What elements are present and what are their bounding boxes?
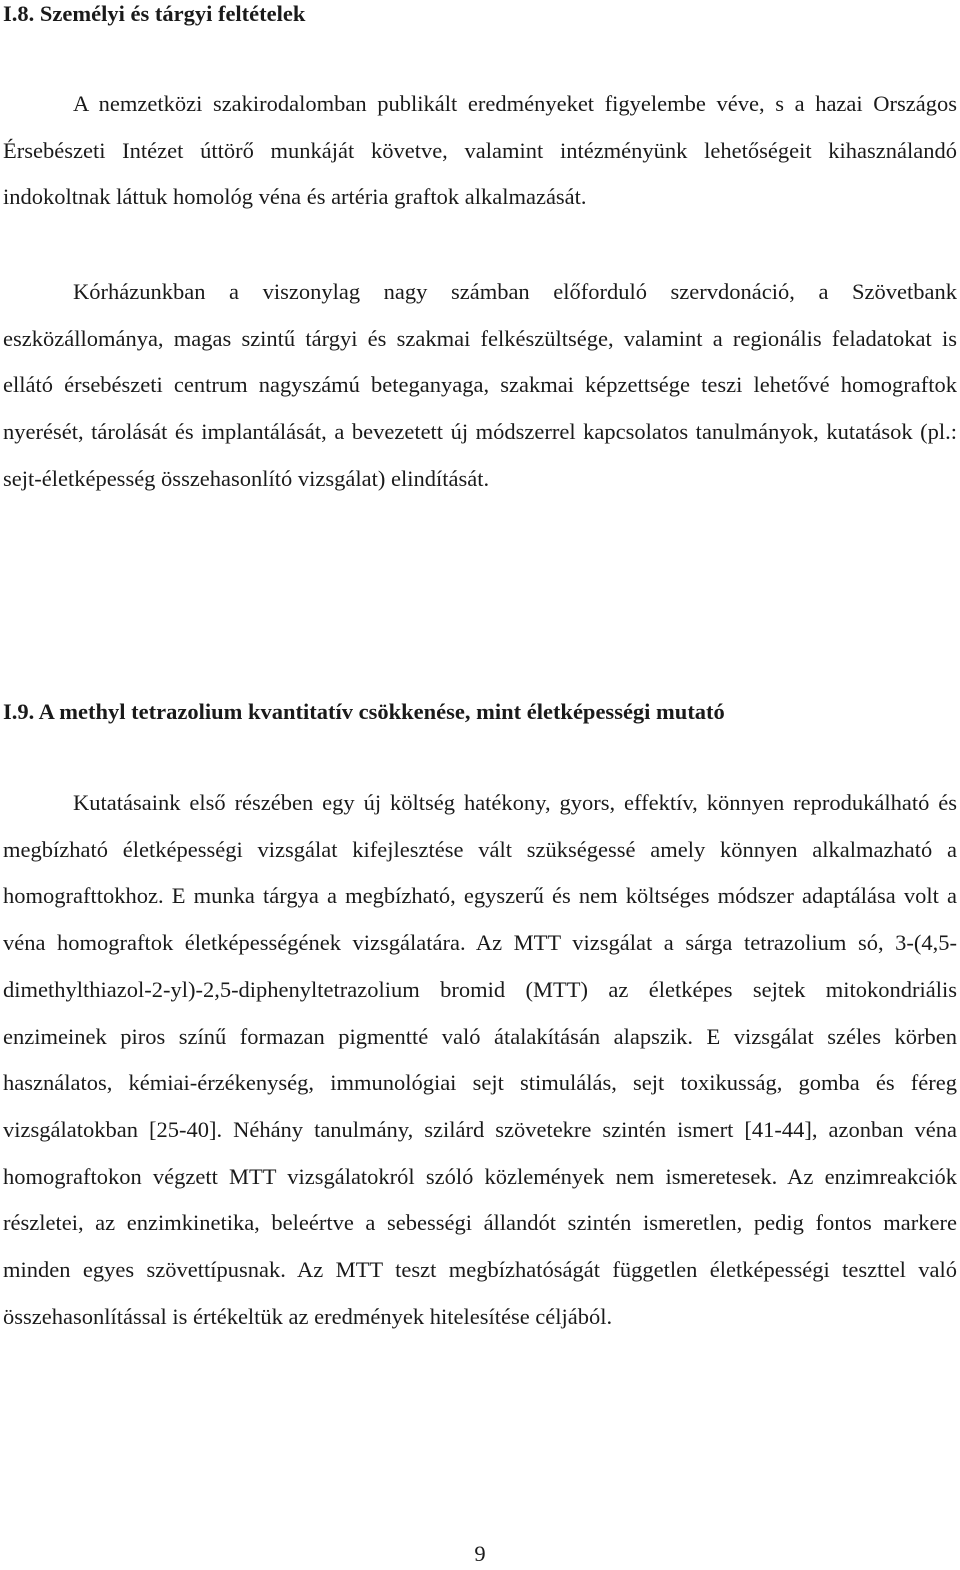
section-heading-i8: I.8. Személyi és tárgyi feltételek (3, 1, 306, 26)
page-number: 9 (474, 1541, 486, 1566)
paragraph-mtt-assay: Kutatásaink első részében egy új költség hatékony, gyors, effektív, könnyen reprodukálható és megbízható életképességi vizsgálat kifejlesztése vált szükségessé amely könnyen alkalmazható a homografttokhoz. E munka tárgya a megbízható, egyszerű és nem költséges módszer adaptálása volt a véna homograftok életképességének vizsgálatára. Az MTT vizsgálat a sárga tetrazolium só, 3-(4,5-dimethylthiazol-2-yl)-2,5-diphenyltetrazolium bromid (MTT) az életképes sejtek mitokondriális enzimeinek piros színű formazan pigmentté való átalakításán alapszik. E vizsgálat széles körben használatos, kémiai-érzékenység, immunológiai sejt stimulálás, sejt toxikusság, gomba és féreg vizsgálatokban [25-40]. Néhány tanulmány, szilárd szövetekre szintén ismert [41-44], azonban véna homograftokon végzett MTT vizsgálatokról szóló közlemények nem ismeretesek. Az enzimreakciók részletei, az enzimkinetika, beleértve a sebességi állandót szintén ismeretlen, pedig fontos markere minden egyes szövettípusnak. Az MTT teszt megbízhatóságát független életképességi teszttel való összehasonlítással is értékeltük az eredmények hitelesítése céljából. (3, 790, 957, 1329)
section-heading-i9: I.9. A methyl tetrazolium kvantitatív csökkenése, mint életképességi mutató (3, 699, 725, 724)
paragraph-hospital-conditions: Kórházunkban a viszonylag nagy számban előforduló szervdonáció, a Szövetbank eszközállománya, magas szintű tárgyi és szakmai felkészültsége, valamint a regionális feladatokat is ellátó érsebészeti centrum nagyszámú beteganyaga, szakmai képzettsége teszi lehetővé homograftok nyerését, tárolását és implantálását, a bevezetett új módszerrel kapcsolatos tanulmányok, kutatások (pl.: sejt-életképesség összehasonlító vizsgálat) elindítását. (3, 279, 957, 491)
paragraph-homograft-intro: A nemzetközi szakirodalomban publikált eredményeket figyelembe véve, s a hazai Országos Érsebészeti Intézet úttörő munkáját követve, valamint intézményünk lehetőségeit kihasználandó indokoltnak láttuk homológ véna és artéria graftok alkalmazását. (3, 91, 957, 210)
